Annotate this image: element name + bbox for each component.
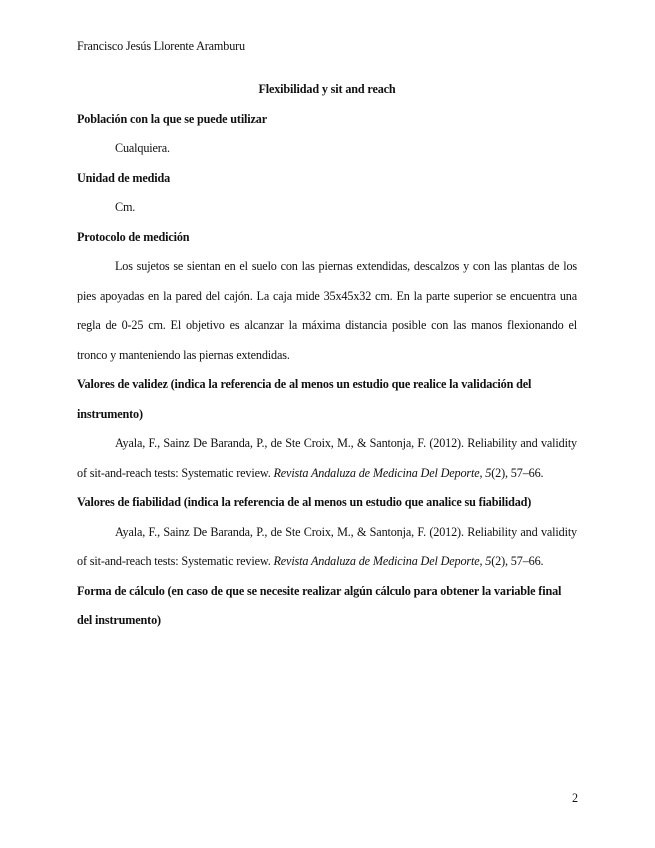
document-body [77, 75, 577, 636]
section-text-population: Cualquiera. [115, 141, 170, 155]
running-header-author: Francisco Jesús Llorente Aramburu [77, 39, 246, 53]
section-heading-validity: Valores de validez (indica la referencia de al menos un estudio que realice la validación del instrumento) [77, 377, 532, 421]
validity-ref-tail: (2), 57–66. [491, 465, 544, 480]
validity-reference [77, 429, 577, 488]
reliability-ref-sep: , [479, 554, 486, 568]
reliability-ref-tail: (2), 57–66. [491, 554, 544, 568]
section-heading-unit: Unidad de medida [77, 170, 171, 185]
validity-ref-authors: Ayala, F., Sainz De Baranda, P., de Ste Croix, M., & Santonja, F. (2012). Reliability and validity of sit-and-reach tests: Systematic review. [77, 436, 577, 480]
reliability-reference [77, 518, 577, 577]
reliability-ref-authors: Ayala, F., Sainz De Baranda, P., de Ste Croix, M., & Santonja, F. (2012). Reliability and validity of sit-and-reach tests: Systematic review. [77, 524, 577, 568]
section-heading-reliability: Valores de fiabilidad (indica la referencia de al menos un estudio que analice su fiabilidad) [77, 495, 532, 509]
document-title: Flexibilidad y sit and reach [258, 82, 396, 96]
reliability-ref-journal: Revista Andaluza de Medicina Del Deporte [273, 554, 480, 568]
validity-ref-sep: , [479, 465, 486, 480]
section-text-protocol: Los sujetos se sientan en el suelo con las piernas extendidas, descalzos y con las plantas de los pies apoyadas en la pared del cajón. La caja mide 35x45x32 cm. En la parte superior se encuentra una regla de 0-25 cm. El objetivo es alcanzar la máxima distancia posible con las manos flexionando el tronco y manteniendo las piernas extendidas. [77, 259, 577, 362]
section-heading-population: Población con la que se puede utilizar [77, 111, 267, 126]
validity-ref-journal: Revista Andaluza de Medicina Del Deporte [273, 465, 480, 480]
section-heading-calculation: Forma de cálculo (en caso de que se necesite realizar algún cálculo para obtener la variable final del instrumento) [77, 583, 562, 627]
section-heading-protocol: Protocolo de medición [77, 229, 190, 244]
page-number: 2 [572, 791, 578, 805]
reliability-ref-volume: 5 [485, 554, 492, 568]
validity-ref-volume: 5 [485, 465, 492, 480]
section-text-unit: Cm. [115, 200, 136, 214]
